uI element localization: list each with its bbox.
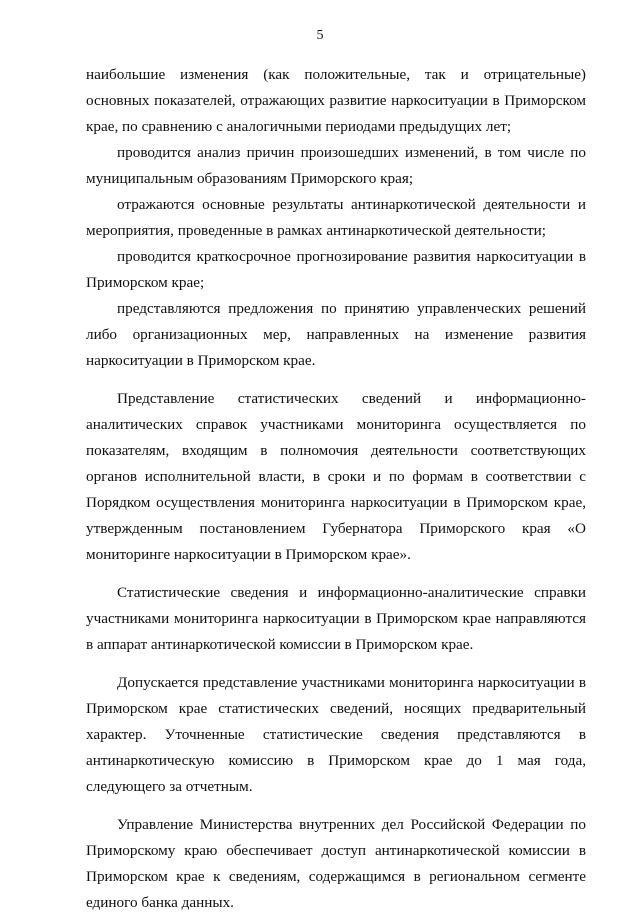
paragraph-4: проводится краткосрочное прогнозирование развития наркоситуации в Приморском крае; [86, 248, 586, 291]
paragraph-9: Управление Министерства внутренних дел Российской Федерации по Приморскому краю обеспечивает доступ антинаркотической комиссии в Приморском крае к сведениям, содержащимся в региональном сегменте единого банка данных. [86, 816, 586, 911]
paragraph-6: Представление статистических сведений и информационно-аналитических справок участниками мониторинга осуществляется по показателям, входящим в полномочия деятельности соответствующих органов исполнительной власти, в сроки и по формам в соответствии с Порядком осуществления мониторинга наркоситуации в Приморском крае, утвержденным постановлением Губернатора Приморского края «О мониторинге наркоситуации в Приморском крае». [86, 390, 586, 563]
paragraph-1: наибольшие изменения (как положительные, так и отрицательные) основных показателей, отражающих развитие наркоситуации в Приморском крае, по сравнению с аналогичными периодами предыдущих лет; [86, 66, 586, 135]
paragraph-3: отражаются основные результаты антинаркотической деятельности и мероприятия, проведенные в рамках антинаркотической деятельности; [86, 196, 586, 239]
document-body [86, 62, 586, 916]
paragraph-8: Допускается представление участниками мониторинга наркоситуации в Приморском крае статистических сведений, носящих предварительный характер. Уточненные статистические сведения представляются в антинаркотическую комиссию в Приморском крае до 1 мая года, следующего за отчетным. [86, 674, 586, 795]
paragraph-5: представляются предложения по принятию управленческих решений либо организационных мер, направленных на изменение развития наркоситуации в Приморском крае. [86, 300, 586, 369]
page-number: 5 [316, 28, 324, 43]
paragraph-2: проводится анализ причин произошедших изменений, в том числе по муниципальным образованиям Приморского края; [86, 144, 586, 187]
paragraph-7: Статистические сведения и информационно-аналитические справки участниками мониторинга наркоситуации в Приморском крае направляются в аппарат антинаркотической комиссии в Приморском крае. [86, 584, 586, 653]
